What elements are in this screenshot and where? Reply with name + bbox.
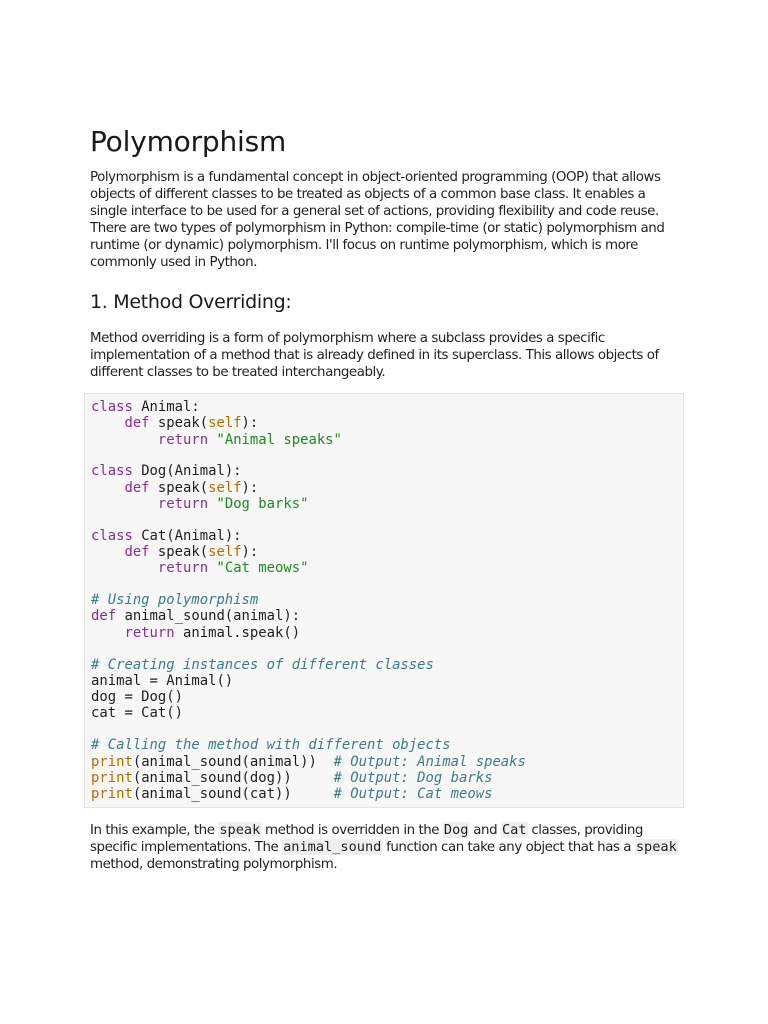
code-token: ): <box>241 544 259 561</box>
code-token: animal.speak() <box>174 624 301 641</box>
code-token: ): <box>241 479 259 496</box>
code-token-kw: def <box>124 479 150 496</box>
code-line <box>91 480 678 496</box>
code-token-kw: def <box>124 415 150 432</box>
code-token-str: "Animal speaks" <box>216 431 342 448</box>
code-token-kw: return <box>157 560 209 577</box>
code-token-cm: # Output: Animal speaks <box>333 753 526 770</box>
inline-code-dog: Dog <box>443 822 469 839</box>
explanation-text: function can take any object that has a <box>382 840 635 856</box>
code-token: (animal_sound(cat)) <box>132 786 334 803</box>
code-token-str: "Cat meows" <box>216 560 309 577</box>
code-blank-line <box>91 512 678 528</box>
inline-code-speak: speak <box>219 822 261 839</box>
code-line <box>91 754 678 770</box>
code-line <box>91 608 678 624</box>
code-token <box>91 432 158 448</box>
inline-code-animal-sound: animal_sound <box>283 839 382 856</box>
code-token: Animal: <box>132 399 200 415</box>
code-line <box>91 528 678 544</box>
explanation-text: method, demonstrating polymorphism. <box>90 857 338 873</box>
code-token-cm: # Using polymorphism <box>91 592 259 609</box>
code-token-bi: print <box>91 786 133 803</box>
code-token: animal = Animal() <box>91 672 234 689</box>
code-block <box>84 393 684 808</box>
code-token-kw: def <box>91 608 117 625</box>
explanation-text: In this example, the <box>90 823 219 839</box>
code-line <box>91 625 678 641</box>
code-token: dog = Dog() <box>91 689 183 706</box>
code-token <box>91 415 124 431</box>
code-token <box>91 625 124 641</box>
code-token-kw: class <box>91 463 133 480</box>
code-token: speak( <box>149 415 209 432</box>
code-token-cm: # Calling the method with different objects <box>91 737 451 754</box>
code-token: ): <box>241 415 259 432</box>
code-token: (animal_sound(animal)) <box>132 753 334 770</box>
explanation-text: method is overridden in the <box>261 823 443 839</box>
code-token <box>91 560 158 576</box>
code-token: Cat(Animal): <box>132 527 242 544</box>
code-line <box>91 673 678 689</box>
code-line <box>91 496 678 512</box>
code-line <box>91 705 678 721</box>
code-token-kw: class <box>91 527 133 544</box>
code-line <box>91 463 678 479</box>
code-token-cm: # Output: Dog barks <box>333 769 493 786</box>
explanation-paragraph <box>90 822 684 873</box>
code-line <box>91 560 678 576</box>
code-token <box>91 544 124 560</box>
code-token: (animal_sound(dog)) <box>132 769 334 786</box>
code-token-self: self <box>208 479 242 496</box>
code-line <box>91 689 678 705</box>
code-token-kw: return <box>157 495 209 512</box>
code-line <box>91 737 678 753</box>
explanation-text: and <box>469 823 501 839</box>
code-token: cat = Cat() <box>91 705 183 722</box>
section-heading-method-overriding: 1. Method Overriding: <box>90 291 292 313</box>
document-page <box>90 124 684 873</box>
code-line <box>91 770 678 786</box>
code-token-cm: # Creating instances of different classes <box>91 656 434 673</box>
code-token: Dog(Animal): <box>132 463 242 480</box>
code-token <box>91 480 124 496</box>
code-token-bi: print <box>91 769 133 786</box>
method-overriding-description: Method overriding is a form of polymorphism where a subclass provides a specific implementation of a method that is already defined in its superclass. This allows objects of different classes to be treated interchangeably. <box>90 331 659 380</box>
code-token-self: self <box>208 415 242 432</box>
code-line <box>91 544 678 560</box>
code-token: speak( <box>149 544 209 561</box>
code-token-kw: return <box>157 431 209 448</box>
code-token <box>91 496 158 512</box>
code-token-self: self <box>208 544 242 561</box>
explanation-text: classes, providing specific implementations. The <box>90 823 643 856</box>
code-blank-line <box>91 448 678 464</box>
code-token-cm: # Output: Cat meows <box>333 786 493 803</box>
code-line <box>91 657 678 673</box>
code-line <box>91 432 678 448</box>
inline-code-cat: Cat <box>501 822 527 839</box>
code-token-kw: return <box>124 624 175 641</box>
inline-code-speak: speak <box>635 839 677 856</box>
code-blank-line <box>91 722 678 738</box>
intro-paragraph: Polymorphism is a fundamental concept in object-oriented programming (OOP) that allows objects of different classes to be treated as objects of a common base class. It enables a single interface to be used for a general set of actions, providing flexibility and code reuse. There are two types of polymorphism in Python: compile-time (or static) polymorphism and runtime (or dynamic) polymorphism. I'll focus on runtime polymorphism, which is more commonly used in Python. <box>90 170 665 270</box>
code-token-str: "Dog barks" <box>216 495 309 512</box>
code-token-bi: print <box>91 753 133 770</box>
page-title: Polymorphism <box>90 125 287 158</box>
code-token: speak( <box>149 479 209 496</box>
code-token-kw: class <box>91 399 133 415</box>
code-line <box>91 399 678 415</box>
code-token-kw: def <box>124 544 150 561</box>
code-blank-line <box>91 577 678 593</box>
code-line <box>91 592 678 608</box>
code-line <box>91 786 678 802</box>
code-line <box>91 415 678 431</box>
code-token: animal_sound(animal): <box>116 608 301 625</box>
code-blank-line <box>91 641 678 657</box>
